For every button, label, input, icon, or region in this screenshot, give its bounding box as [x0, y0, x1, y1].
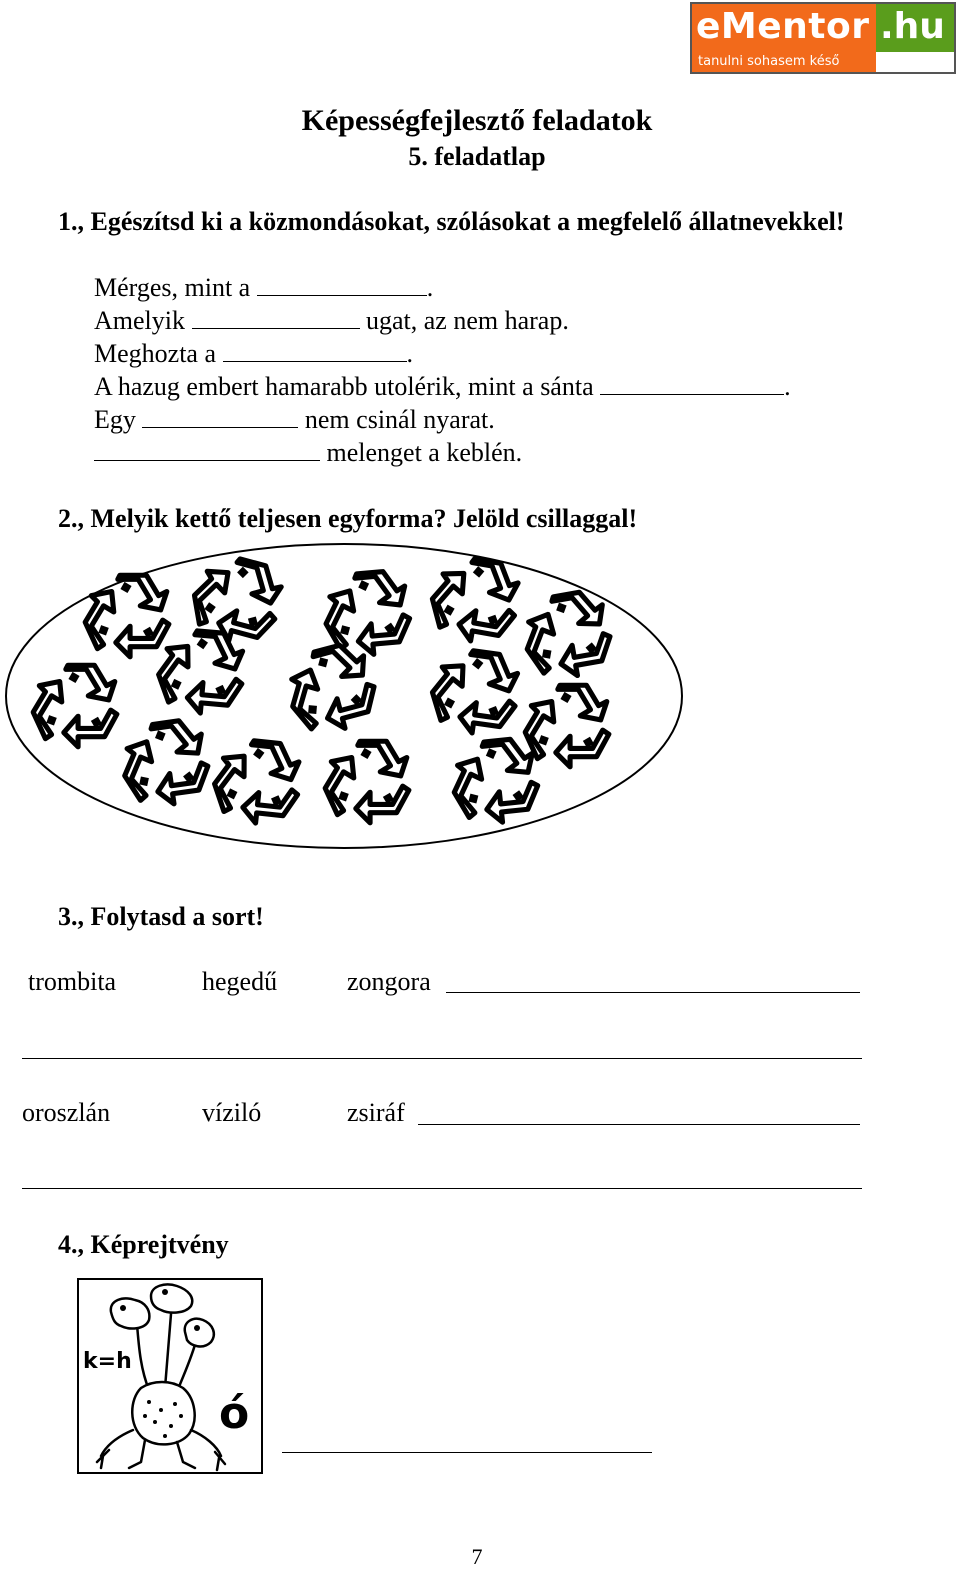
page-subtitle: 5. feladatlap	[408, 142, 546, 171]
proverb-line-1	[94, 273, 433, 303]
proverb-text: nem csinál nyarat.	[304, 405, 495, 434]
rebus-answer-line[interactable]	[282, 1432, 652, 1453]
task1-heading: 1., Egészítsd ki a közmondásokat, szólásokat a megfelelő állatnevekkel!	[58, 207, 845, 236]
rebus-letter: ó	[219, 1388, 250, 1439]
sequence-word: hegedű	[202, 967, 278, 996]
proverb-line-5	[94, 405, 495, 435]
task4-heading: 4., Képrejtvény	[58, 1230, 229, 1259]
answer-blank[interactable]	[94, 440, 320, 461]
proverb-line-3	[94, 339, 413, 369]
sequence-answer-line[interactable]	[22, 1168, 862, 1189]
answer-blank[interactable]	[192, 308, 360, 329]
task3-heading: 3., Folytasd a sort!	[58, 902, 264, 931]
page-number: 7	[471, 1544, 483, 1569]
three-headed-creature-drawing	[79, 1280, 261, 1472]
proverb-text: A hazug embert hamarabb utolérik, mint a sánta	[94, 372, 594, 401]
proverb-line-6	[94, 438, 522, 468]
sequence-answer-line[interactable]	[418, 1104, 860, 1125]
answer-blank[interactable]	[142, 407, 298, 428]
sequence-word: trombita	[28, 967, 117, 996]
sequence-word: oroszlán	[22, 1098, 111, 1127]
proverb-text: Amelyik	[94, 306, 185, 335]
answer-blank[interactable]	[223, 341, 407, 362]
ementor-logo	[690, 2, 956, 74]
recycle-symbols-oval	[4, 540, 686, 854]
proverb-text: Mérges, mint a	[94, 273, 251, 302]
logo-tagline: tanulni sohasem késő	[698, 54, 840, 69]
answer-blank[interactable]	[600, 374, 784, 395]
task2-heading: 2., Melyik kettő teljesen egyforma? Jelöld csillaggal!	[58, 504, 638, 533]
proverb-text: .	[426, 273, 434, 302]
logo-white-strip	[876, 52, 954, 72]
proverb-text: Meghozta a	[94, 339, 217, 368]
sequence-word: zongora	[347, 967, 431, 996]
sequence-word: zsiráf	[347, 1098, 405, 1127]
proverb-text: .	[784, 372, 791, 401]
rebus-clue: k=h	[83, 1349, 132, 1374]
proverb-line-4	[94, 372, 791, 402]
proverb-text: .	[406, 339, 414, 368]
logo-brand: eMentor	[696, 6, 870, 47]
proverb-text: ugat, az nem harap.	[366, 306, 569, 335]
proverb-text: melenget a keblén.	[326, 438, 523, 467]
proverb-line-2	[94, 306, 569, 336]
page-title: Képességfejlesztő feladatok	[301, 104, 653, 137]
sequence-answer-line[interactable]	[22, 1038, 862, 1059]
rebus-picture	[77, 1278, 263, 1474]
sequence-word: víziló	[202, 1098, 262, 1127]
sequence-answer-line[interactable]	[446, 972, 860, 993]
proverb-text: Egy	[94, 405, 136, 434]
logo-tld: .hu	[880, 6, 945, 47]
answer-blank[interactable]	[257, 275, 427, 296]
